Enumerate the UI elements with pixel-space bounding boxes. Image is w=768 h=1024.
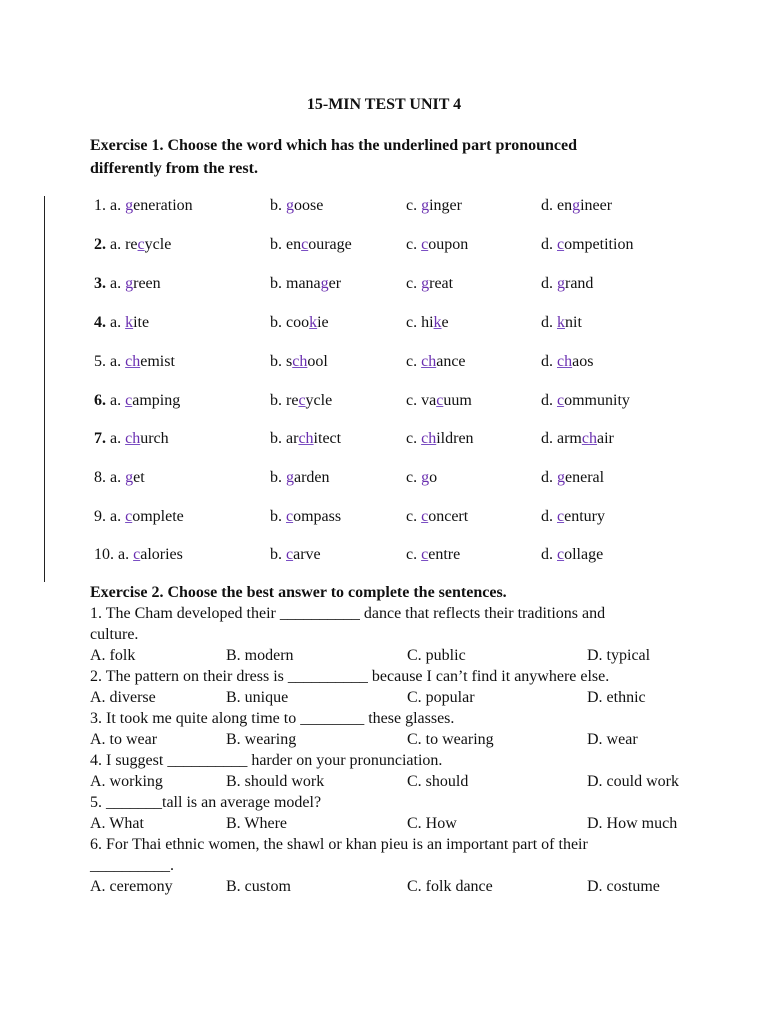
answer-option: A. to wear: [90, 731, 158, 748]
underlined-part: c: [125, 508, 133, 525]
underlined-part: c: [557, 236, 565, 253]
question-number: 5.: [94, 353, 110, 370]
question-text: culture.: [90, 626, 139, 643]
underlined-part: ch: [125, 430, 141, 447]
answer-option: D. How much: [587, 815, 678, 832]
exercise1-option: d. century: [541, 508, 605, 525]
margin-rule: [44, 196, 45, 582]
underlined-part: ch: [421, 430, 437, 447]
exercise1-option: b. encourage: [270, 236, 352, 253]
underlined-part: g: [572, 197, 581, 214]
answer-option: C. to wearing: [407, 731, 494, 748]
underlined-part: ch: [421, 353, 437, 370]
question-number: 10.: [94, 546, 118, 563]
exercise1-option: c. ginger: [406, 197, 462, 214]
exercise1-option: d. competition: [541, 236, 634, 253]
underlined-part: g: [125, 197, 134, 214]
exercise1-option: c. vacuum: [406, 392, 472, 409]
exercise1-option: c. chance: [406, 353, 466, 370]
answer-option: A. What: [90, 815, 144, 832]
exercise2-heading: Exercise 2. Choose the best answer to complete the sentences.: [90, 584, 507, 601]
underlined-part: ch: [581, 430, 597, 447]
exercise1-option: c. hike: [406, 314, 449, 331]
question-text: 1. The Cham developed their __________ dance that reflects their traditions and: [90, 605, 606, 622]
answer-option: A. ceremony: [90, 878, 173, 895]
question-number: 4.: [94, 314, 110, 331]
exercise1-option: b. compass: [270, 508, 342, 525]
question-text: __________.: [90, 857, 174, 874]
exercise1-option: 9. a. complete: [94, 508, 184, 525]
question-number: 8.: [94, 469, 110, 486]
underlined-part: ch: [292, 353, 308, 370]
answer-option: D. wear: [587, 731, 638, 748]
answer-option: C. folk dance: [407, 878, 493, 895]
underlined-part: g: [286, 197, 294, 214]
answer-option: C. public: [407, 647, 466, 664]
answer-option: C. should: [407, 773, 469, 790]
question-text: 2. The pattern on their dress is __________ because I can’t find it anywhere else.: [90, 668, 610, 685]
answer-option: B. wearing: [226, 731, 297, 748]
exercise1-option: c. centre: [406, 546, 461, 563]
underlined-part: c: [421, 508, 429, 525]
exercise1-option: d. general: [541, 469, 605, 486]
exercise1-option: 2. a. recycle: [94, 236, 172, 253]
answer-option: A. diverse: [90, 689, 156, 706]
question-text: 4. I suggest __________ harder on your pronunciation.: [90, 752, 443, 769]
exercise1-option: d. chaos: [541, 353, 594, 370]
answer-option: D. ethnic: [587, 689, 646, 706]
answer-option: A. folk: [90, 647, 136, 664]
exercise1-option: b. cookie: [270, 314, 329, 331]
exercise1-option: 5. a. chemist: [94, 353, 175, 370]
exercise1-option: b. garden: [270, 469, 330, 486]
underlined-part: ch: [125, 353, 141, 370]
underlined-part: g: [286, 469, 294, 486]
exercise1-option: c. coupon: [406, 236, 469, 253]
underlined-part: c: [286, 508, 294, 525]
question-number: 2.: [94, 236, 110, 253]
answer-option: B. custom: [226, 878, 291, 895]
underlined-part: g: [421, 469, 430, 486]
answer-option: A. working: [90, 773, 163, 790]
question-number: 6.: [94, 392, 110, 409]
exercise1-option: d. knit: [541, 314, 582, 331]
underlined-part: g: [557, 275, 565, 292]
exercise1-option: 10. a. calories: [94, 546, 183, 563]
exercise1-option: d. armchair: [541, 430, 614, 447]
exercise1-option: 6. a. camping: [94, 392, 181, 409]
exercise1-option: b. goose: [270, 197, 324, 214]
underlined-part: c: [125, 392, 133, 409]
answer-option: B. should work: [226, 773, 325, 790]
exercise1-option: b. recycle: [270, 392, 333, 409]
exercise1-option: 8. a. get: [94, 469, 145, 486]
exercise1-option: 1. a. generation: [94, 197, 193, 214]
underlined-part: k: [309, 314, 318, 331]
underlined-part: k: [125, 314, 134, 331]
underlined-part: ch: [298, 430, 314, 447]
underlined-part: g: [421, 197, 430, 214]
underlined-part: k: [433, 314, 442, 331]
underlined-part: c: [436, 392, 444, 409]
underlined-part: g: [421, 275, 430, 292]
exercise1-option: c. concert: [406, 508, 469, 525]
underlined-part: c: [557, 546, 565, 563]
exercise1-option: d. engineer: [541, 197, 613, 214]
underlined-part: c: [137, 236, 145, 253]
question-number: 9.: [94, 508, 110, 525]
exercise1-option: d. community: [541, 392, 630, 409]
exercise1-option: d. grand: [541, 275, 594, 292]
underlined-part: c: [301, 236, 309, 253]
question-number: 7.: [94, 430, 110, 447]
exercise1-option: b. manager: [270, 275, 342, 292]
underlined-part: g: [320, 275, 329, 292]
answer-option: C. How: [407, 815, 457, 832]
test-title: 15-MIN TEST UNIT 4: [306, 96, 462, 113]
question-text: 3. It took me quite along time to ________ these glasses.: [90, 710, 455, 727]
answer-option: B. unique: [226, 689, 289, 706]
exercise1-option: c. children: [406, 430, 474, 447]
exercise1-heading: [90, 134, 690, 180]
exercise1-option: c. go: [406, 469, 438, 486]
answer-option: D. costume: [587, 878, 660, 895]
exercise1-heading-line1: Exercise 1. Choose the word which has the underlined part pronounced: [90, 137, 577, 154]
exercise1-heading-line2: differently from the rest.: [90, 160, 258, 177]
exercise1-option: 7. a. church: [94, 430, 169, 447]
underlined-part: k: [557, 314, 565, 331]
answer-option: B. modern: [226, 647, 294, 664]
question-text: 5. _______tall is an average model?: [90, 794, 322, 811]
question-text: 6. For Thai ethnic women, the shawl or khan pieu is an important part of their: [90, 836, 588, 853]
exercise1-option: b. school: [270, 353, 328, 370]
underlined-part: c: [298, 392, 306, 409]
question-number: 1.: [94, 197, 110, 214]
answer-option: B. Where: [226, 815, 288, 832]
underlined-part: g: [125, 275, 134, 292]
underlined-part: c: [133, 546, 141, 563]
underlined-part: c: [557, 392, 565, 409]
question-number: 3.: [94, 275, 110, 292]
answer-option: D. could work: [587, 773, 679, 790]
underlined-part: g: [557, 469, 565, 486]
underlined-part: g: [125, 469, 134, 486]
underlined-part: c: [557, 508, 565, 525]
exercise1-option: b. architect: [270, 430, 342, 447]
underlined-part: c: [421, 236, 429, 253]
underlined-part: c: [421, 546, 429, 563]
exercise1-option: d. collage: [541, 546, 604, 563]
exercise1-option: 3. a. green: [94, 275, 161, 292]
answer-option: C. popular: [407, 689, 475, 706]
underlined-part: c: [286, 546, 294, 563]
answer-option: D. typical: [587, 647, 651, 664]
exercise1-option: b. carve: [270, 546, 321, 563]
underlined-part: ch: [557, 353, 573, 370]
exercise1-option: c. great: [406, 275, 454, 292]
exercise1-option: 4. a. kite: [94, 314, 150, 331]
